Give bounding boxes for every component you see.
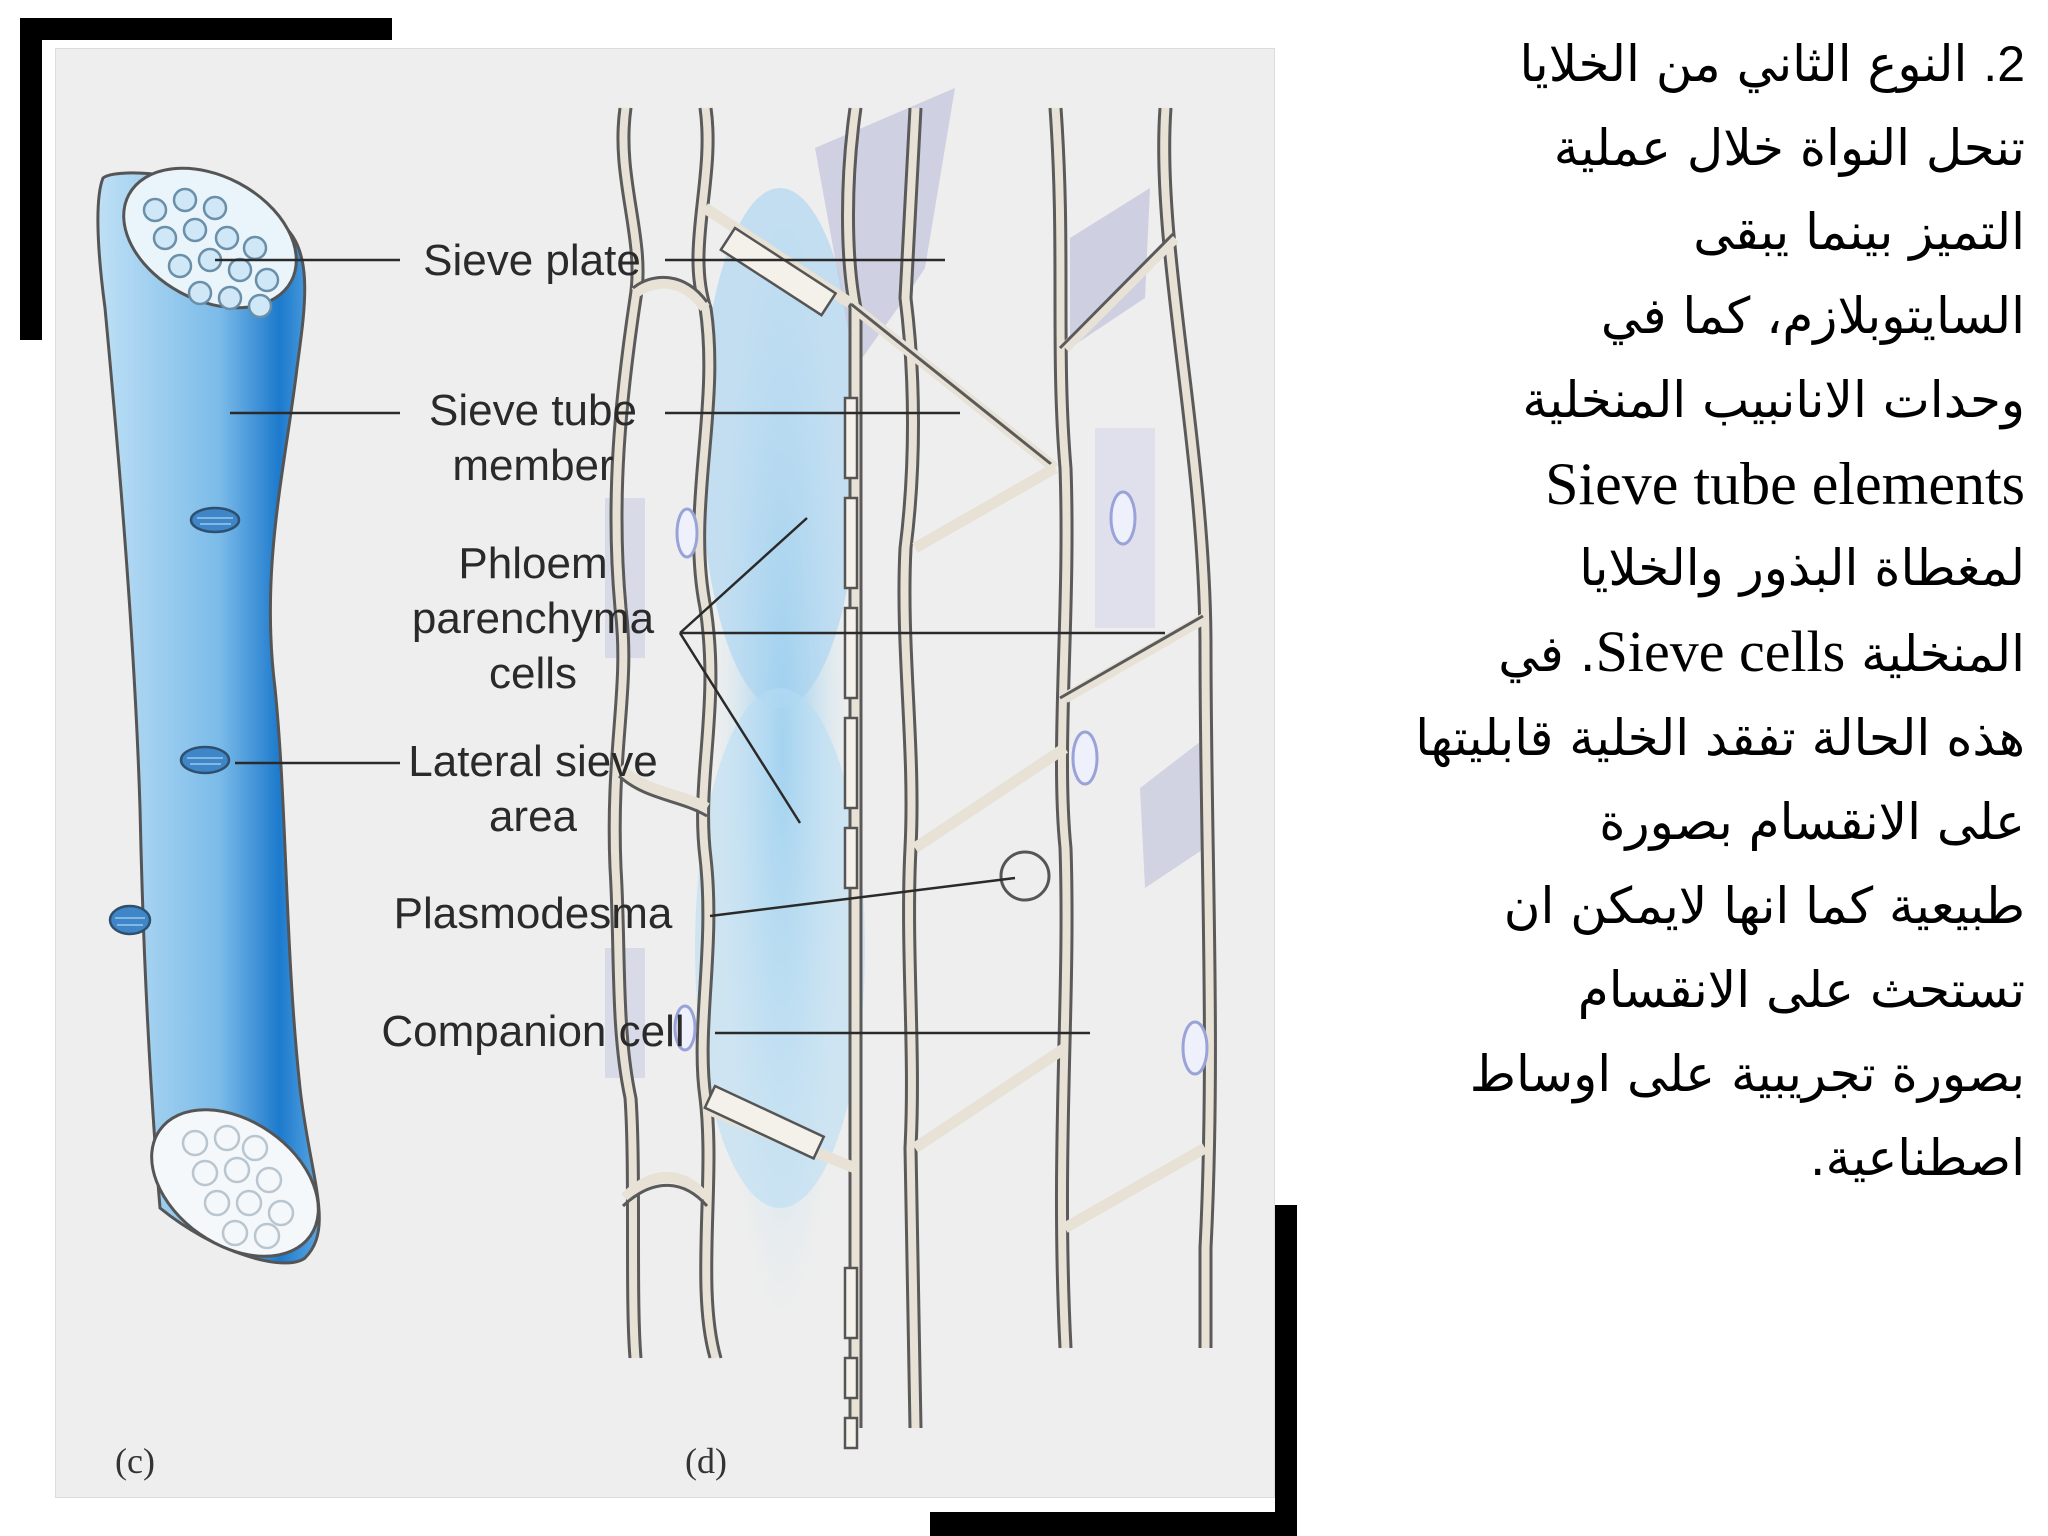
- label-phloem-1: Phloem: [458, 539, 608, 588]
- frame-bar-bottom: [930, 1512, 1297, 1536]
- longitudinal-section-drawing: [605, 88, 1215, 1448]
- label-sieve-tube-1: Sieve tube: [429, 386, 637, 435]
- text-line-english: Sieve tube elements: [1545, 451, 2025, 517]
- frame-bar-left: [20, 18, 42, 340]
- text-line-14: اصطناعية.: [1809, 1129, 2025, 1187]
- panel-label-d: (d): [685, 1441, 727, 1481]
- text-line-10: على الانقسام بصورة: [1599, 793, 2025, 851]
- text-line-3: التميز بينما يبقى: [1693, 203, 2025, 261]
- label-plasmodesma: Plasmodesma: [393, 889, 673, 938]
- mixed-ar-start: المنخلية: [1861, 625, 2025, 683]
- label-lateral-2: area: [488, 792, 578, 841]
- text-line-13: بصورة تجريبية على اوساط: [1469, 1045, 2025, 1103]
- leader-lines: [215, 260, 1165, 1033]
- text-line-mixed: [1325, 610, 2025, 696]
- panel-label-c: (c): [115, 1441, 155, 1481]
- text-line-4: السايتوبلازم، كما في: [1600, 287, 2025, 345]
- plasmodesma-circle: [1001, 852, 1049, 900]
- text-line-1-content: النوع الثاني من الخلايا: [1519, 35, 1968, 93]
- text-line-9: هذه الحالة تفقد الخلية قابليتها: [1415, 709, 2025, 767]
- label-phloem-2: parenchyma: [411, 594, 655, 643]
- frame-bar-top: [20, 18, 392, 40]
- text-line-1: [1325, 22, 2025, 106]
- label-sieve-tube-2: member: [452, 441, 614, 490]
- item-number: 2.: [1983, 36, 2025, 92]
- text-line-2: تنحل النواة خلال عملية: [1553, 119, 2025, 177]
- description-text: [1325, 22, 2025, 1200]
- text-line-5: وحدات الانانبيب المنخلية: [1522, 371, 2025, 429]
- phloem-diagram: [55, 48, 1275, 1498]
- mixed-en: Sieve cells: [1595, 619, 1846, 684]
- label-phloem-3: cells: [488, 649, 578, 698]
- mixed-ar-end: . في: [1498, 625, 1596, 683]
- frame-bar-right: [1275, 1205, 1297, 1536]
- sieve-tube-member-drawing: [98, 140, 346, 1286]
- label-sieve-plate: Sieve plate: [423, 236, 641, 285]
- text-line-11: طبيعية كما انها لايمكن ان: [1503, 877, 2025, 935]
- label-companion-cell: Companion cell: [381, 1007, 685, 1056]
- text-line-7: لمغطاة البذور والخلايا: [1579, 539, 2025, 597]
- text-line-12: تستحث على الانقسام: [1577, 961, 2025, 1019]
- label-lateral-1: Lateral sieve: [408, 737, 658, 786]
